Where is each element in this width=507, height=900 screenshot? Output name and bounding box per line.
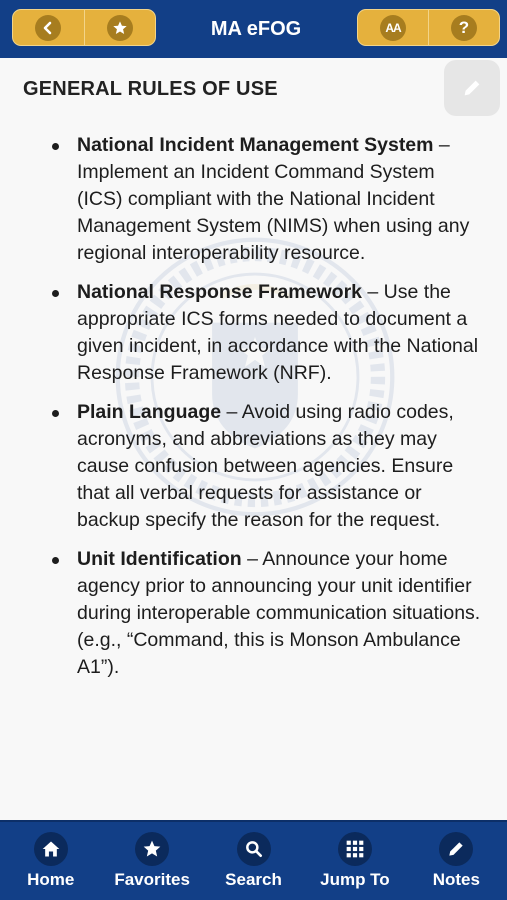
edit-note-button[interactable] xyxy=(444,60,500,116)
tab-favorites[interactable] xyxy=(101,822,202,900)
rule-text: – Avoid using radio codes, acronyms, and abbreviations as they may cause confusion between agencies. Ensure that all verbal requests for assistance or backup specify the reason for the request. xyxy=(77,401,454,531)
tab-label: Notes xyxy=(432,870,480,889)
bullet-dot xyxy=(52,410,59,417)
app-title: MA eFOG xyxy=(210,18,302,40)
bottom-tab-bar xyxy=(0,820,507,900)
tab-notes[interactable] xyxy=(406,822,507,900)
rule-item-nims xyxy=(0,132,507,267)
star-icon xyxy=(107,15,133,41)
back-button[interactable] xyxy=(13,10,84,45)
font-size-label: AA xyxy=(385,20,401,35)
rule-title: Plain Language xyxy=(77,401,222,423)
pencil-icon xyxy=(439,832,473,866)
tab-jump-to[interactable] xyxy=(304,822,405,900)
bullet-dot xyxy=(52,290,59,297)
help-icon xyxy=(451,15,477,41)
rule-item-unit-identification xyxy=(0,546,507,681)
rule-text: – Implement an Incident Command System (ICS) compliant with the National Incident Management System (NIMS) when using any regional interoperability resource. xyxy=(77,134,470,264)
tab-label: Jump To xyxy=(320,870,390,889)
top-bar xyxy=(0,0,507,58)
help-button[interactable] xyxy=(428,10,499,45)
left-button-group xyxy=(12,9,156,46)
chevron-left-icon xyxy=(35,15,61,41)
rule-title: National Response Framework xyxy=(77,281,362,303)
section-title: GENERAL RULES OF USE xyxy=(23,78,278,100)
grid-icon xyxy=(338,832,372,866)
font-size-icon xyxy=(380,15,406,41)
tab-label: Search xyxy=(225,870,282,889)
rule-item-nrf xyxy=(0,279,507,387)
rule-text: – Announce your home agency prior to announcing your unit identifier during interoperable communication situations. (e.g., “Command, this is Monson Ambulance A1”). xyxy=(77,548,481,678)
rule-title: National Incident Management System xyxy=(77,134,434,156)
pencil-icon xyxy=(461,77,483,99)
font-size-button[interactable] xyxy=(358,10,428,45)
search-icon xyxy=(237,832,271,866)
rule-text: – Use the appropriate ICS forms needed to document a given incident, in accordance with the National Response Framework (NRF). xyxy=(77,281,479,384)
tab-label: Home xyxy=(27,870,75,889)
bullet-dot xyxy=(52,557,59,564)
rules-list xyxy=(0,132,507,693)
bullet-dot xyxy=(52,143,59,150)
star-icon xyxy=(135,832,169,866)
rule-item-plain-language xyxy=(0,399,507,534)
content-area[interactable] xyxy=(0,58,507,820)
tab-label: Favorites xyxy=(114,870,190,889)
rule-title: Unit Identification xyxy=(77,548,242,570)
help-label: ? xyxy=(458,17,470,37)
tab-home[interactable] xyxy=(0,822,101,900)
tab-search[interactable] xyxy=(203,822,304,900)
favorite-button[interactable] xyxy=(84,10,156,45)
home-icon xyxy=(34,832,68,866)
right-button-group xyxy=(357,9,500,46)
